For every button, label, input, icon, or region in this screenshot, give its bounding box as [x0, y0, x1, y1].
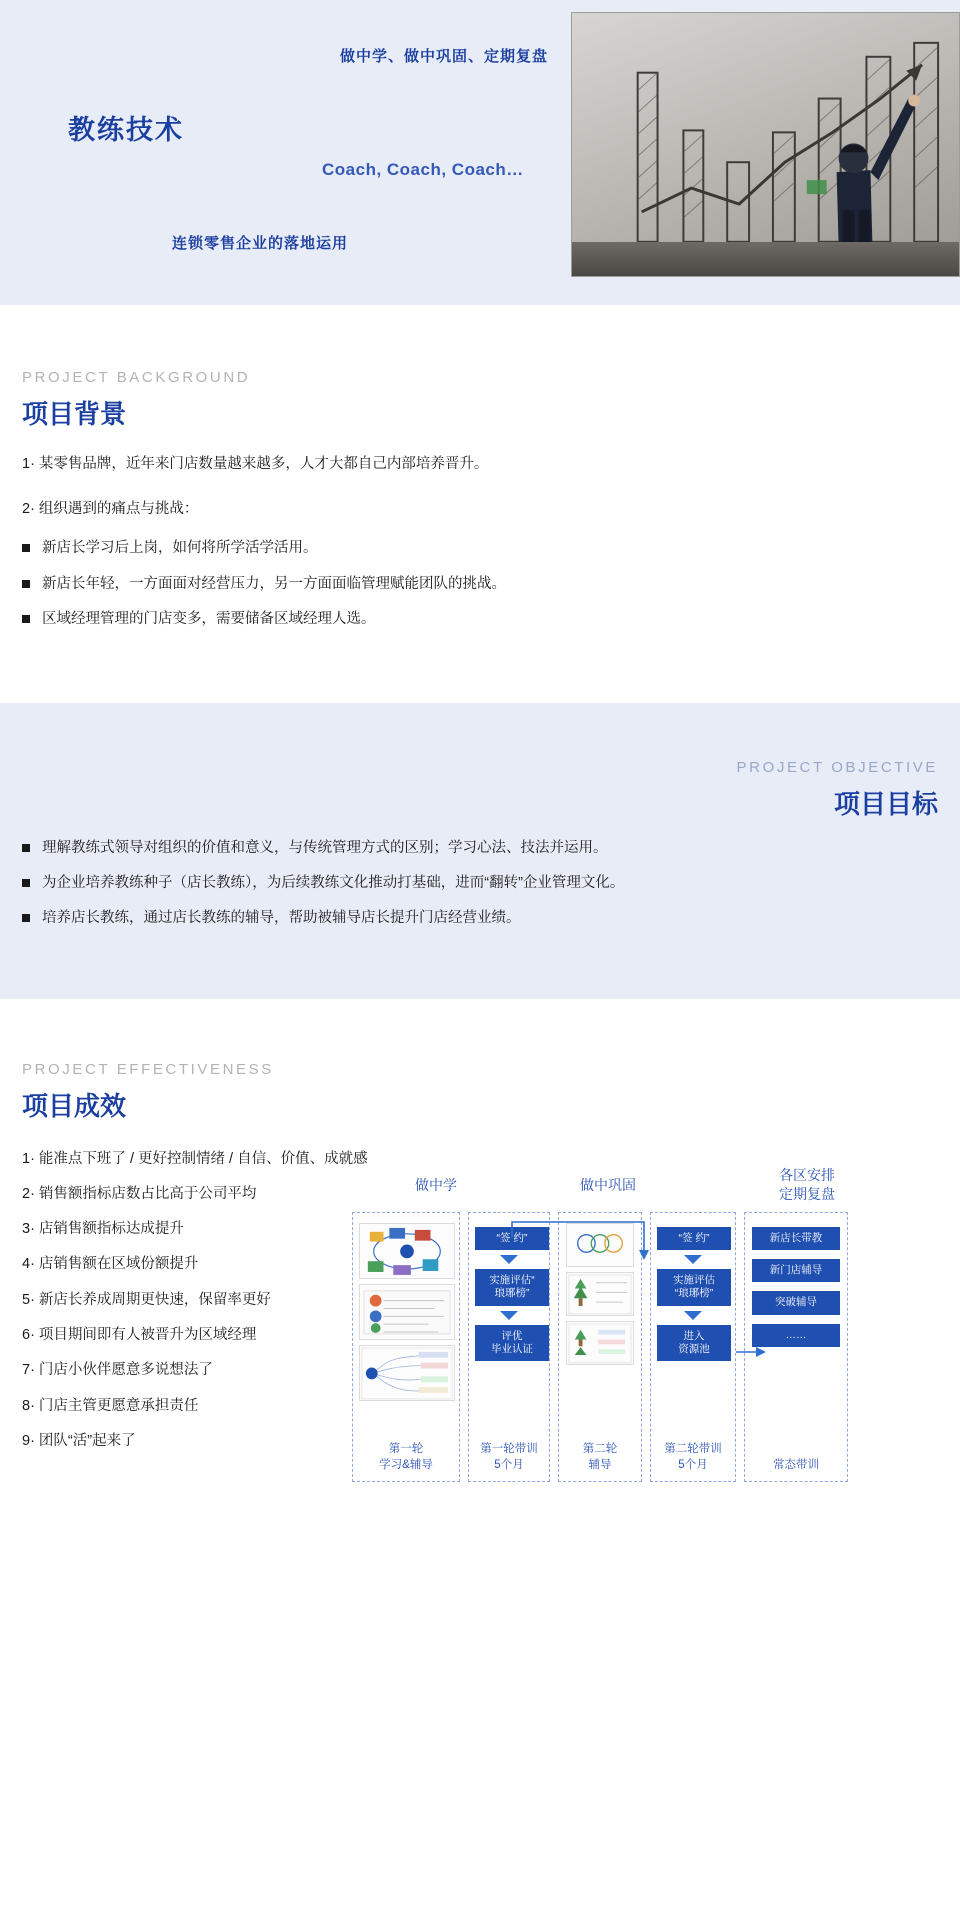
chip-d-sign	[657, 1227, 731, 1250]
thumb-graphic	[360, 1224, 454, 1279]
diagram-column-c	[558, 1212, 642, 1482]
mindmap-thumb-6	[566, 1321, 634, 1365]
arrow-down-icon	[500, 1255, 518, 1264]
chip-b-certification	[475, 1325, 549, 1361]
chalk-drawing-illustration	[572, 13, 959, 277]
chip-e-new-store-coaching: 新门店辅导	[752, 1259, 840, 1282]
background-item-1: 1· 某零售品牌，近年来门店数量越来越多，人才大都自己内部培养晋升。	[22, 456, 489, 472]
diagram-columns	[352, 1212, 912, 1482]
diagram-caption-d-line2: 5个月	[678, 1459, 708, 1472]
diagram-header-review	[742, 1166, 872, 1204]
diagram-caption-a	[353, 1441, 459, 1473]
chip-b-assessment	[475, 1269, 549, 1305]
chip-d-assessment-line1: 实施评估	[673, 1274, 715, 1287]
background-bullet-2: 新店长年轻，一方面面对经营压力，另一方面面临管理赋能团队的挑战。	[22, 573, 938, 596]
chip-d-resource-pool	[657, 1325, 731, 1361]
thumb-graphic	[567, 1224, 633, 1267]
hero-photo	[571, 12, 960, 277]
chip-b-sign-label: “签 约”	[496, 1232, 528, 1245]
thumb-graphic	[567, 1322, 633, 1365]
section-project-objective	[0, 703, 960, 999]
chip-b-assessment-line1: 实施评估“	[489, 1274, 535, 1287]
diagram-column-b	[468, 1212, 550, 1482]
chip-e-more: ……	[752, 1324, 840, 1347]
objective-bullet-3: 培养店长教练，通过店长教练的辅导，帮助被辅导店长提升门店经营业绩。	[22, 907, 938, 930]
diagram-caption-d	[651, 1441, 735, 1473]
chip-d-sign-label: “签 约”	[678, 1232, 710, 1245]
diagram-header-consolidate: 做中巩固	[580, 1177, 636, 1194]
mindmap-thumb-5	[566, 1272, 634, 1316]
hero-coach-line: Coach, Coach, Coach…	[322, 160, 524, 179]
effectiveness-item-4: 4· 店销售额在区域份额提升	[22, 1256, 199, 1273]
thumb-graphic	[360, 1346, 454, 1401]
objective-bullet-1: 理解教练式领导对组织的价值和意义，与传统管理方式的区别；学习心法、技法并运用。	[22, 837, 938, 860]
mindmap-thumb-3	[359, 1345, 455, 1401]
diagram-caption-d-line1: 第二轮带训	[664, 1442, 722, 1455]
diagram-column-a	[352, 1212, 460, 1482]
diagram-caption-c-line1: 第二轮	[582, 1442, 618, 1455]
chip-e-breakthrough-coaching: 突破辅导	[752, 1291, 840, 1314]
background-title: 项目背景	[22, 399, 127, 429]
page-title: 教练技术	[68, 115, 184, 145]
background-bullet-1: 新店长学习后上岗，如何将所学活学活用。	[22, 537, 938, 560]
diagram-header-review-line2: 定期复盘	[779, 1186, 835, 1203]
thumb-graphic	[360, 1285, 454, 1340]
process-diagram	[352, 1166, 912, 1530]
mindmap-thumb-2	[359, 1284, 455, 1340]
chip-d-assessment-line2: “琅琊榜”	[674, 1287, 714, 1300]
hero-subtitle-bottom: 连锁零售企业的落地运用	[172, 235, 349, 252]
background-item-2: 2· 组织遇到的痛点与挑战：	[22, 501, 199, 518]
chip-b-certification-line1: 评优	[501, 1329, 523, 1342]
chip-b-certification-line2: 毕业认证	[491, 1342, 533, 1355]
effectiveness-eyebrow: PROJECT EFFECTIVENESS	[22, 1060, 274, 1078]
chip-b-sign	[475, 1227, 549, 1250]
chip-d-resource-pool-line1: 进入	[683, 1329, 705, 1342]
background-bullet-list	[22, 537, 938, 631]
effectiveness-item-1: 1· 能准点下班了 / 更好控制情绪 / 自信、价值、成就感	[22, 1150, 368, 1167]
objective-title: 项目目标	[833, 788, 938, 819]
hero-subtitle-top: 做中学、做中巩固、定期复盘	[340, 48, 549, 65]
diagram-header-review-line1: 各区安排	[779, 1167, 835, 1184]
effectiveness-item-2: 2· 销售额指标店数占比高于公司平均	[22, 1185, 257, 1202]
objective-eyebrow: PROJECT OBJECTIVE	[736, 758, 938, 776]
objective-bullet-list	[22, 837, 938, 931]
diagram-caption-c-line2: 辅导	[588, 1459, 612, 1472]
diagram-caption-e-line1: 常态带训	[773, 1459, 819, 1472]
diagram-caption-e	[745, 1457, 847, 1473]
photo-floor	[572, 242, 959, 276]
diagram-headers	[352, 1166, 912, 1212]
effectiveness-item-5: 5· 新店长养成周期更快速，保留率更好	[22, 1291, 271, 1308]
diagram-caption-b	[469, 1441, 549, 1473]
section-project-background	[0, 305, 960, 703]
thumb-graphic	[567, 1273, 633, 1316]
effectiveness-item-8: 8· 门店主管更愿意承担责任	[22, 1397, 199, 1414]
mindmap-thumb-4	[566, 1223, 634, 1267]
mindmap-thumb-1	[359, 1223, 455, 1279]
background-eyebrow: PROJECT BACKGROUND	[22, 369, 251, 386]
effectiveness-title: 项目成效	[22, 1090, 127, 1121]
background-bullet-3: 区域经理管理的门店变多，需要储备区域经理人选。	[22, 608, 938, 631]
arrow-down-icon	[684, 1311, 702, 1320]
diagram-caption-a-line1: 第一轮	[388, 1442, 424, 1455]
diagram-caption-a-line2: 学习&辅导	[379, 1459, 433, 1472]
hero-section	[0, 0, 960, 305]
effectiveness-item-7: 7· 门店小伙伴愿意多说想法了	[22, 1362, 213, 1379]
diagram-column-d	[650, 1212, 736, 1482]
diagram-caption-b-line2: 5个月	[494, 1459, 524, 1472]
section-project-effectiveness	[0, 999, 960, 1571]
arrow-down-icon	[500, 1311, 518, 1320]
effectiveness-item-9: 9· 团队“活”起来了	[22, 1432, 136, 1449]
diagram-header-learn: 做中学	[415, 1177, 457, 1194]
objective-bullet-2: 为企业培养教练种子（店长教练），为后续教练文化推动打基础，进而“翻转”企业管理文化。	[22, 872, 938, 895]
chip-b-assessment-line2: 琅琊榜”	[494, 1287, 530, 1300]
diagram-caption-c	[559, 1441, 641, 1473]
diagram-caption-b-line1: 第一轮带训	[480, 1442, 538, 1455]
chip-e-new-manager-mentoring: 新店长带教	[752, 1227, 840, 1250]
diagram-column-e	[744, 1212, 848, 1482]
arrow-down-icon	[684, 1255, 702, 1264]
chip-d-assessment	[657, 1269, 731, 1305]
chip-d-resource-pool-line2: 资源池	[678, 1342, 710, 1355]
effectiveness-item-6: 6· 项目期间即有人被晋升为区域经理	[22, 1326, 257, 1343]
effectiveness-item-3: 3· 店销售额指标达成提升	[22, 1221, 184, 1238]
